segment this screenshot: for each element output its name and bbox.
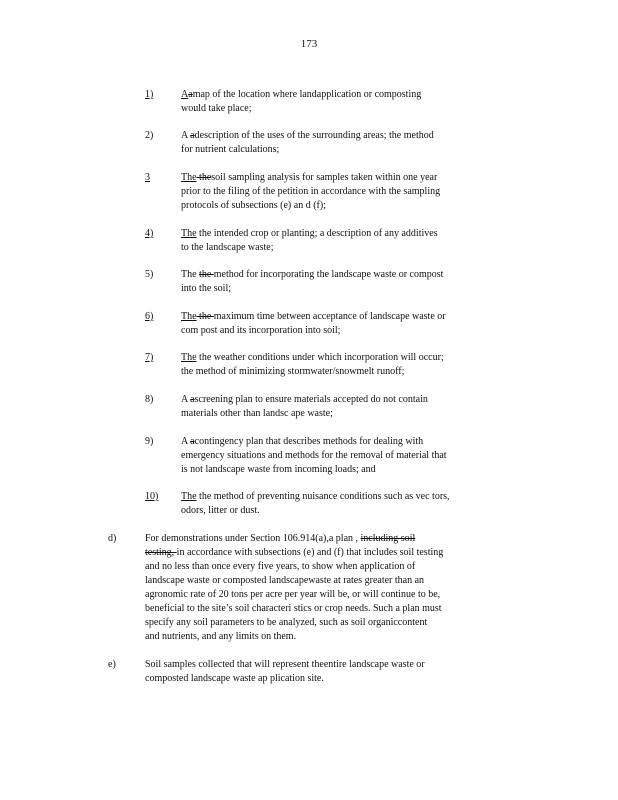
text-line — [181, 351, 511, 365]
list-item-number: 5) — [145, 269, 154, 280]
list-item-number: 2) — [145, 130, 154, 141]
text-line — [181, 407, 511, 421]
text-line — [181, 435, 511, 449]
text-line — [145, 588, 505, 602]
text-line — [181, 449, 511, 463]
text-line — [145, 630, 505, 644]
text-run: the method of preventing nuisance conditions such as vec tors, — [196, 491, 450, 502]
text-run: odors, litter or dust. — [181, 505, 260, 516]
text-line — [181, 393, 511, 407]
page-number: 173 — [300, 38, 318, 50]
text-run: to the landscape waste; — [181, 242, 274, 253]
inserted-text: The — [181, 491, 197, 502]
text-run: specify any soil parameters to be analyzed, such as soil organiccontent — [145, 617, 428, 628]
text-line — [181, 490, 511, 504]
text-line — [181, 365, 511, 379]
list-item-text — [181, 129, 511, 157]
text-line — [181, 199, 511, 213]
text-line — [181, 185, 511, 199]
list-item-number: 3 — [145, 172, 150, 183]
struck-text: including soil — [360, 533, 416, 544]
struck-text: a — [190, 130, 195, 141]
paragraph-label: d) — [108, 533, 117, 544]
text-line — [145, 658, 505, 672]
text-run: in accordance with subsections (e) and (f) that includes soil testing — [176, 547, 444, 558]
list-item-text — [181, 490, 511, 518]
struck-text: the — [196, 172, 212, 183]
list-item-text — [181, 227, 511, 255]
paragraph-text — [145, 532, 505, 644]
list-item-text — [181, 88, 511, 116]
text-run: A — [181, 436, 191, 447]
list-item-number: 10) — [145, 491, 159, 502]
text-run: composted landscape waste ap plication site. — [145, 673, 324, 684]
text-run: maximum time between acceptance of landscape waste or — [213, 311, 446, 322]
text-line — [145, 602, 505, 616]
text-line — [181, 310, 511, 324]
list-item-text — [181, 268, 511, 296]
text-run: into the soil; — [181, 283, 231, 294]
inserted-text: The — [181, 311, 197, 322]
text-line — [145, 560, 505, 574]
text-run: The — [181, 269, 200, 280]
list-item-text — [181, 310, 511, 338]
text-run: the method of minimizing stormwater/snowmelt runoff; — [181, 366, 405, 377]
text-run: prior to the filing of the petition in accordance with the sampling — [181, 186, 441, 197]
inserted-text: A — [181, 89, 189, 100]
text-line — [181, 143, 511, 157]
text-line — [181, 282, 511, 296]
list-item-number: 6) — [145, 311, 154, 322]
text-line — [181, 171, 511, 185]
list-item-number: 8) — [145, 394, 154, 405]
text-run: com post and its incorporation into soil; — [181, 325, 341, 336]
list-item-text — [181, 351, 511, 379]
text-line — [181, 268, 511, 282]
text-run: method for incorporating the landscape waste or compost — [213, 269, 444, 280]
text-run: materials other than landsc ape waste; — [181, 408, 333, 419]
text-run: would take place; — [181, 103, 252, 114]
text-line — [181, 102, 511, 116]
list-item-text — [181, 435, 511, 477]
text-line — [145, 616, 505, 630]
inserted-text: The — [181, 228, 197, 239]
text-run: the weather conditions under which incorporation will occur; — [196, 352, 444, 363]
list-item-number: 4) — [145, 228, 154, 239]
text-run: protocols of subsections (e) an d (f); — [181, 200, 326, 211]
list-item-number: 7) — [145, 352, 154, 363]
text-run: Soil samples collected that will represent theentire landscape waste or — [145, 659, 425, 670]
text-line — [181, 504, 511, 518]
list-item-text — [181, 171, 511, 213]
struck-text: the — [199, 269, 214, 280]
inserted-text: The — [181, 352, 197, 363]
text-run: landscape waste or composted landscapewaste at rates greater than an — [145, 575, 425, 586]
struck-text: a — [190, 436, 195, 447]
struck-text: the — [196, 311, 214, 322]
text-run: A — [181, 394, 191, 405]
text-line — [145, 672, 505, 686]
struck-text: a — [190, 394, 195, 405]
list-item-text — [181, 393, 511, 421]
text-run: map of the location where landapplication or composting — [192, 89, 422, 100]
text-run: emergency situations and methods for the removal of material that — [181, 450, 447, 461]
text-run: description of the uses of the surrounding areas; the method — [194, 130, 434, 141]
text-line — [181, 227, 511, 241]
text-run: and no less than once every five years, to show when application of — [145, 561, 416, 572]
text-run: for nutrient calculations; — [181, 144, 280, 155]
text-run: A — [181, 130, 191, 141]
text-run: beneficial to the site’s soil characteri stics or crop needs. Such a plan must — [145, 603, 442, 614]
list-item-number: 1) — [145, 89, 154, 100]
text-line — [181, 463, 511, 477]
text-run: For demonstrations under Section 106.914(a),a plan , — [145, 533, 361, 544]
text-line — [181, 129, 511, 143]
text-run: agronomic rate of 20 tons per acre per year will be, or will continue to be, — [145, 589, 441, 600]
struck-text: testing, — [145, 547, 177, 558]
text-run: soil sampling analysis for samples taken within one year — [211, 172, 438, 183]
text-run: and nutrients, and any limits on them. — [145, 631, 297, 642]
text-run: is not landscape waste from incoming loads; and — [181, 464, 376, 475]
text-line — [181, 88, 511, 102]
paragraph-text — [145, 658, 505, 686]
text-run: screening plan to ensure materials accepted do not contain — [194, 394, 428, 405]
text-line — [181, 324, 511, 338]
text-run: contingency plan that describes methods for dealing with — [194, 436, 424, 447]
paragraph-label: e) — [108, 659, 116, 670]
text-line — [145, 546, 505, 560]
text-line — [145, 532, 505, 546]
text-line — [145, 574, 505, 588]
inserted-text: The — [181, 172, 197, 183]
text-line — [181, 241, 511, 255]
struck-text: a — [188, 89, 193, 100]
text-run: the intended crop or planting; a description of any additives — [196, 228, 438, 239]
list-item-number: 9) — [145, 436, 154, 447]
